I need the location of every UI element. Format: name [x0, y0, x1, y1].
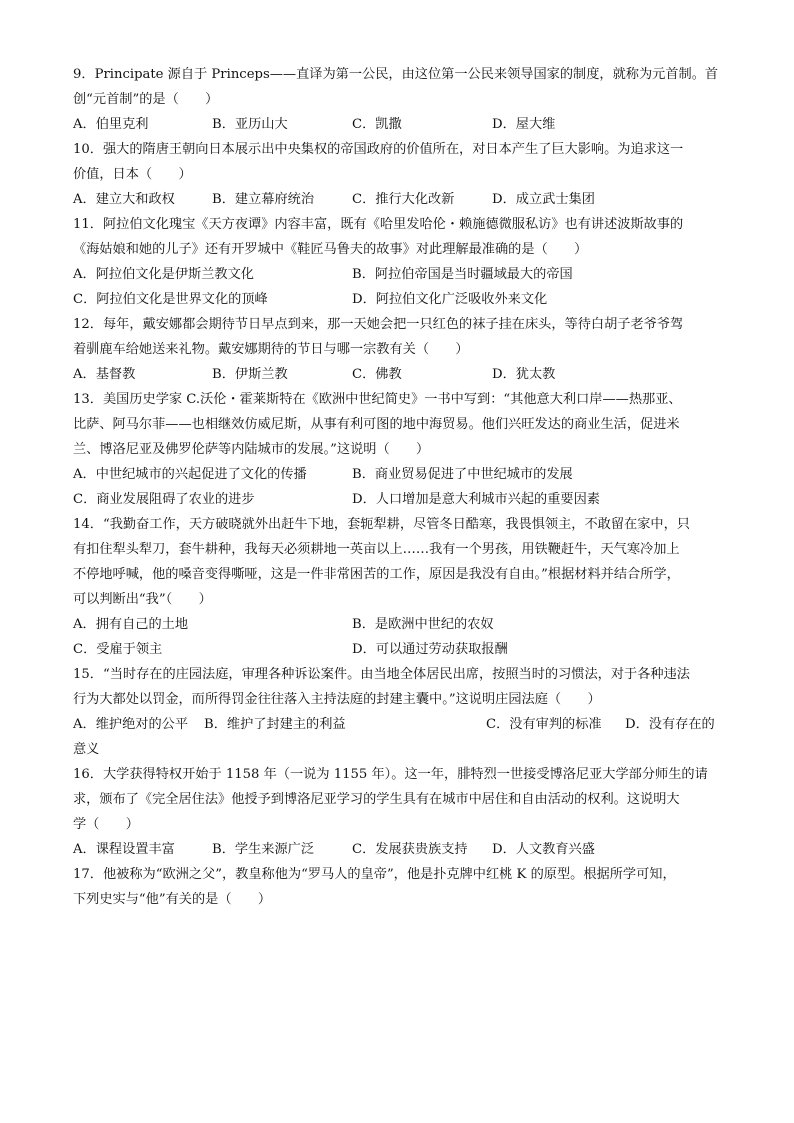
question-17	[73, 862, 729, 912]
option-b: B．伊斯兰教	[212, 367, 288, 382]
option-c: C．没有审判的标准	[486, 717, 602, 732]
question-stem-line: 13．美国历史学家 C.沃伦・霍莱斯特在《欧洲中世纪简史》一书中写到：“其他意大利口岸——热那亚、	[73, 392, 682, 407]
options-row	[73, 612, 729, 637]
option-b: B．阿拉伯帝国是当时疆域最大的帝国	[352, 267, 573, 282]
question-9	[73, 62, 729, 137]
question-12	[73, 312, 729, 387]
question-stem-line: 学（ ）	[73, 817, 139, 832]
option-b: B．是欧洲中世纪的农奴	[352, 617, 494, 632]
option-d: D．犹太教	[492, 367, 556, 382]
option-a: A．基督教	[73, 367, 136, 382]
option-b: B．学生来源广泛	[212, 842, 315, 857]
options-row	[73, 287, 729, 312]
option-d: D．屋大维	[492, 117, 556, 132]
question-stem-line: 创“元首制”的是（ ）	[73, 92, 219, 107]
options-row	[73, 487, 729, 512]
option-d: D．没有存在的	[625, 717, 715, 732]
option-b: B．建立幕府统治	[212, 192, 315, 207]
option-a: A．阿拉伯文化是伊斯兰教文化	[73, 267, 254, 282]
option-d: D．成立武士集团	[492, 192, 595, 207]
option-d: D．人文教育兴盛	[492, 842, 595, 857]
question-stem-line: 下列史实与“他”有关的是（ ）	[73, 892, 272, 907]
question-10	[73, 137, 729, 212]
question-stem-line: 兰、博洛尼亚及佛罗伦萨等内陆城市的发展。”这说明（ ）	[73, 442, 430, 457]
option-c: C．受雇于领主	[73, 642, 163, 657]
option-b: B．亚历山大	[212, 117, 288, 132]
question-stem-line: 可以判断出“我”（ ）	[73, 592, 212, 607]
question-stem-line: 着驯鹿车给她送来礼物。戴安娜期待的节日与哪一宗教有关（ ）	[73, 342, 469, 357]
question-14	[73, 512, 729, 662]
question-stem-line: 12．每年，戴安娜都会期待节日早点到来，那一天她会把一只红色的袜子挂在床头，等待白胡子老爷爷驾	[73, 317, 684, 332]
question-stem-line: 《海姑娘和她的儿子》还有开罗城中《鞋匠马鲁夫的故事》对此理解最准确的是（ ）	[73, 242, 588, 257]
question-stem-line: 比萨、阿马尔菲——也相继效仿威尼斯，从事有利可图的地中海贸易。他们兴旺发达的商业生活，促进米	[73, 417, 680, 432]
question-stem-line: 15．“当时存在的庄园法庭，审理各种诉讼案件。由当地全体居民出席，按照当时的习惯法，对于各种违法	[73, 667, 690, 682]
question-stem-line: 16．大学获得特权开始于 1158 年（一说为 1155 年）。这一年，腓特烈一世接受博洛尼亚大学部分师生的请	[73, 767, 708, 782]
option-d: D．人口增加是意大利城市兴起的重要因素	[352, 492, 600, 507]
options-row	[73, 187, 729, 212]
question-list	[73, 62, 729, 912]
question-stem-line: 求，颁布了《完全居住法》他授予到博洛尼亚学习的学生具有在城市中居住和自由活动的权利。这说明大	[73, 792, 680, 807]
option-c: C．阿拉伯文化是世界文化的顶峰	[73, 292, 268, 307]
question-stem-line: 14．“我勤奋工作，天方破晓就外出赶牛下地，套轭犁耕，尽管冬日酷寒，我畏惧领主，不敢留在家中，只	[73, 517, 690, 532]
option-c: C．商业发展阻碍了农业的进步	[73, 492, 255, 507]
option-a: A．拥有自己的土地	[73, 617, 189, 632]
question-15	[73, 662, 729, 762]
options-row	[73, 712, 729, 737]
question-stem-line: 10．强大的隋唐王朝向日本展示出中央集权的帝国政府的价值所在，对日本产生了巨大影响。为追求这一	[73, 142, 684, 157]
options-row	[73, 637, 729, 662]
option-c: C．推行大化改新	[352, 192, 455, 207]
option-c: C．佛教	[352, 367, 402, 382]
option-b: B．维护了封建主的利益	[204, 717, 346, 732]
question-stem-line: 不停地呼喊，他的嗓音变得嘶哑，这是一件非常困苦的工作，原因是我没有自由。”根据材料并结合所学，	[73, 567, 680, 582]
option-a: A．维护绝对的公平	[73, 717, 189, 732]
option-a: A．中世纪城市的兴起促进了文化的传播	[73, 467, 307, 482]
question-stem-line: 行为大都处以罚金，而所得罚金往往落入主持法庭的封建主囊中。”这说明庄园法庭（ ）	[73, 692, 601, 707]
option-d-continuation: 意义	[73, 742, 100, 757]
option-c: C．发展获贵族支持	[352, 842, 468, 857]
options-row	[73, 362, 729, 387]
options-row	[73, 262, 729, 287]
question-stem-line: 9．Principate 源自于 Princeps——直译为第一公民，由这位第一公民来领导国家的制度，就称为元首制。首	[73, 67, 719, 82]
question-stem-line: 价值，日本（ ）	[73, 167, 192, 182]
options-row	[73, 112, 729, 137]
question-stem-line: 有扣住犁头犁刀，套牛耕种，我每天必须耕地一英亩以上……我有一个男孩，用铁鞭赶牛，天气寒冷加上	[73, 542, 680, 557]
option-b: B．商业贸易促进了中世纪城市的发展	[352, 467, 573, 482]
question-stem-line: 11．阿拉伯文化瑰宝《天方夜谭》内容丰富，既有《哈里发哈伦・赖施德微服私访》也有讲述波斯故事的	[73, 217, 684, 232]
option-d: D．阿拉伯文化广泛吸收外来文化	[352, 292, 548, 307]
options-row	[73, 837, 729, 862]
option-a: A．课程设置丰富	[73, 842, 175, 857]
question-stem-line: 17．他被称为“欧洲之父”，教皇称他为“罗马人的皇帝”，他是扑克牌中红桃 K 的原型。根据所学可知，	[73, 867, 676, 882]
option-a: A．伯里克利	[73, 117, 149, 132]
option-c: C．凯撒	[352, 117, 402, 132]
options-row	[73, 462, 729, 487]
question-13	[73, 387, 729, 512]
question-11	[73, 212, 729, 312]
option-a: A．建立大和政权	[73, 192, 175, 207]
option-d: D．可以通过劳动获取报酬	[352, 642, 508, 657]
question-16	[73, 762, 729, 862]
